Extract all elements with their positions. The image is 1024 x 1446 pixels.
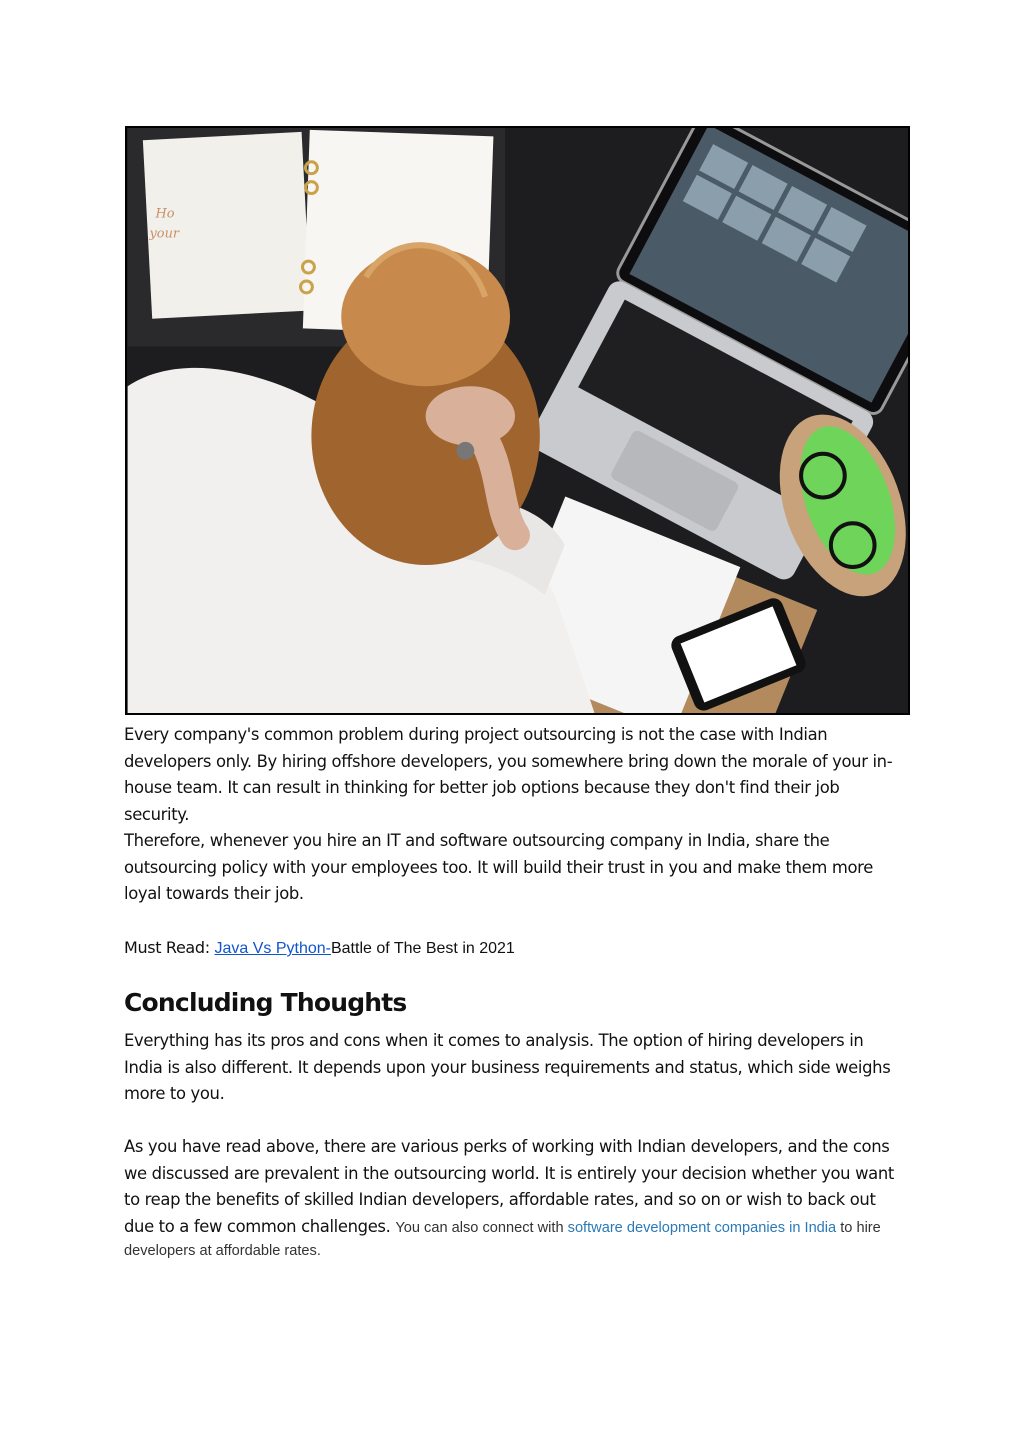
conclusion-text: As you have read above, there are various perks of working with Indian developers, and the cons we discussed are prevalent in the outsourcing world. It is entirely your decision whether you want to reap the benefits of skilled Indian developers, affordable rates, and so on or wish to back out due to a few common challenges. [124, 1137, 894, 1236]
closing-line-2: developers at affordable rates. [124, 1243, 321, 1260]
paragraph-text: Everything has its pros and cons when it comes to analysis. The option of hiring developers in India is also different. It depends upon your business requirements and status, which side weighs more to you. [124, 1031, 891, 1104]
must-read-link[interactable]: Java Vs Python- [214, 940, 331, 957]
paragraph-text: Therefore, whenever you hire an IT and software outsourcing company in India, share the outsourcing policy with your employees too. It will build their trust in you and make them more loyal towards their job. [124, 831, 873, 904]
must-read-label: Must Read: [124, 938, 215, 957]
article-hero-image [125, 126, 910, 715]
paragraph-outsourcing-problem [124, 722, 904, 828]
paragraph-outsourcing-policy [124, 828, 904, 908]
must-read-suffix: Battle of The Best in 2021 [330, 940, 515, 957]
software-companies-link[interactable]: software development companies in India [567, 1219, 837, 1236]
svg-text:your: your [149, 226, 180, 242]
closing-suffix: to hire [836, 1219, 881, 1236]
paragraph-conclusion [124, 1134, 904, 1261]
closing-prefix: You can also connect with [395, 1219, 568, 1236]
paragraph-pros-cons [124, 1028, 904, 1108]
svg-text:Ho: Ho [155, 206, 175, 222]
paragraph-text [124, 1134, 904, 1261]
must-read-line [124, 936, 904, 961]
section-heading: Concluding Thoughts [124, 988, 407, 1017]
paragraph-text: Every company's common problem during project outsourcing is not the case with Indian developers only. By hiring offshore developers, you somewhere bring down the morale of your in-house team. It can result in thinking for better job options because they don't find their job security. [124, 725, 893, 824]
hero-photo-illustration [127, 128, 908, 713]
